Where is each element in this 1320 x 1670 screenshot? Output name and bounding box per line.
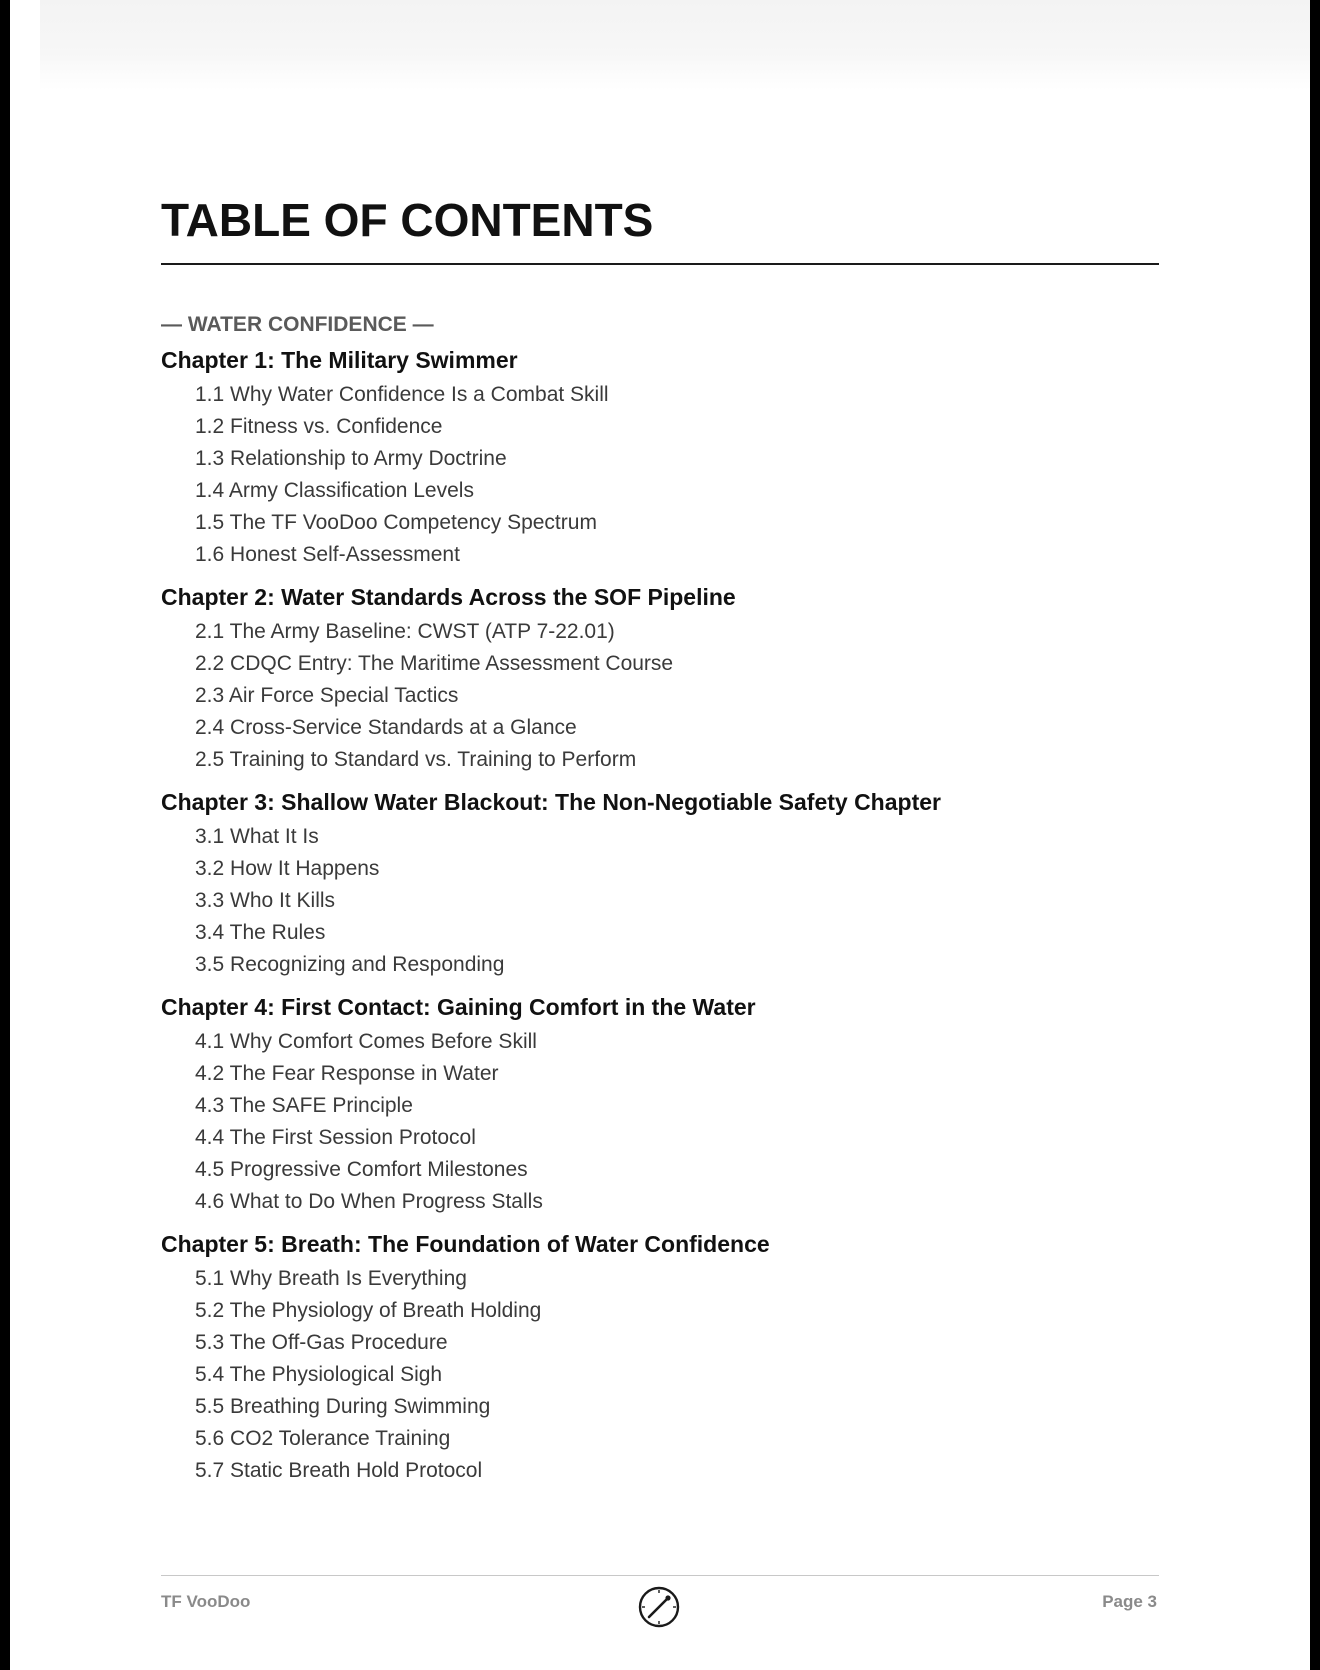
footer-brand: TF VooDoo [161, 1592, 251, 1611]
toc-entry[interactable]: 2.4 Cross-Service Standards at a Glance [195, 716, 577, 739]
chapter-5 [161, 1229, 1159, 1487]
chapter-title[interactable]: Chapter 2: Water Standards Across the SOF Pipeline [161, 584, 736, 610]
toc-entry[interactable]: 2.1 The Army Baseline: CWST (ATP 7-22.01) [195, 620, 615, 643]
title-divider [161, 263, 1159, 265]
chapter-entries [161, 821, 1159, 981]
toc-entry[interactable]: 5.1 Why Breath Is Everything [195, 1267, 467, 1290]
page-top-shade [40, 0, 1310, 90]
toc-entry[interactable]: 4.5 Progressive Comfort Milestones [195, 1158, 528, 1181]
chapter-1 [161, 345, 1159, 571]
toc-entry[interactable]: 1.6 Honest Self-Assessment [195, 543, 460, 566]
chapter-3 [161, 787, 1159, 981]
chapter-entries [161, 616, 1159, 776]
chapter-2 [161, 582, 1159, 776]
toc-entry[interactable]: 5.7 Static Breath Hold Protocol [195, 1459, 483, 1482]
chapter-title[interactable]: Chapter 1: The Military Swimmer [161, 347, 518, 373]
toc-entry[interactable]: 3.5 Recognizing and Responding [195, 953, 505, 976]
toc-entry[interactable]: 4.3 The SAFE Principle [195, 1094, 413, 1117]
chapter-4 [161, 992, 1159, 1218]
toc-entry[interactable]: 1.2 Fitness vs. Confidence [195, 415, 443, 438]
toc-entry[interactable]: 4.6 What to Do When Progress Stalls [195, 1190, 543, 1213]
footer-divider [161, 1575, 1159, 1576]
toc-entry[interactable]: 1.1 Why Water Confidence Is a Combat Skill [195, 383, 609, 406]
toc-entry[interactable]: 2.5 Training to Standard vs. Training to Perform [195, 748, 637, 771]
toc-entry[interactable]: 5.5 Breathing During Swimming [195, 1395, 491, 1418]
toc-entry[interactable]: 3.2 How It Happens [195, 857, 380, 880]
chapter-title[interactable]: Chapter 3: Shallow Water Blackout: The Non-Negotiable Safety Chapter [161, 789, 941, 815]
toc-entry[interactable]: 3.4 The Rules [195, 921, 326, 944]
toc-entry[interactable]: 1.4 Army Classification Levels [195, 479, 474, 502]
toc-entry[interactable]: 4.4 The First Session Protocol [195, 1126, 476, 1149]
toc-entry[interactable]: 2.2 CDQC Entry: The Maritime Assessment Course [195, 652, 674, 675]
section-label: — WATER CONFIDENCE — [161, 313, 434, 336]
chapter-entries [161, 1263, 1159, 1487]
page-number: Page 3 [1102, 1592, 1157, 1611]
chapter-entries [161, 379, 1159, 571]
chapter-title[interactable]: Chapter 5: Breath: The Foundation of Water Confidence [161, 1231, 770, 1257]
toc-entry[interactable]: 5.6 CO2 Tolerance Training [195, 1427, 451, 1450]
toc-entry[interactable]: 1.3 Relationship to Army Doctrine [195, 447, 507, 470]
toc-entry[interactable]: 4.2 The Fear Response in Water [195, 1062, 499, 1085]
toc-entry[interactable]: 3.1 What It Is [195, 825, 319, 848]
chapter-title[interactable]: Chapter 4: First Contact: Gaining Comfort in the Water [161, 994, 756, 1020]
compass-logo-icon [637, 1585, 681, 1629]
chapter-entries [161, 1026, 1159, 1218]
toc-entry[interactable]: 3.3 Who It Kills [195, 889, 336, 912]
toc-entry[interactable]: 5.3 The Off-Gas Procedure [195, 1331, 448, 1354]
table-of-contents [161, 309, 1159, 1487]
toc-entry[interactable]: 2.3 Air Force Special Tactics [195, 684, 459, 707]
page-title: TABLE OF CONTENTS [161, 194, 654, 246]
toc-entry[interactable]: 4.1 Why Comfort Comes Before Skill [195, 1030, 537, 1053]
document-page [10, 0, 1310, 1670]
toc-entry[interactable]: 1.5 The TF VooDoo Competency Spectrum [195, 511, 597, 534]
toc-entry[interactable]: 5.2 The Physiology of Breath Holding [195, 1299, 542, 1322]
toc-entry[interactable]: 5.4 The Physiological Sigh [195, 1363, 443, 1386]
